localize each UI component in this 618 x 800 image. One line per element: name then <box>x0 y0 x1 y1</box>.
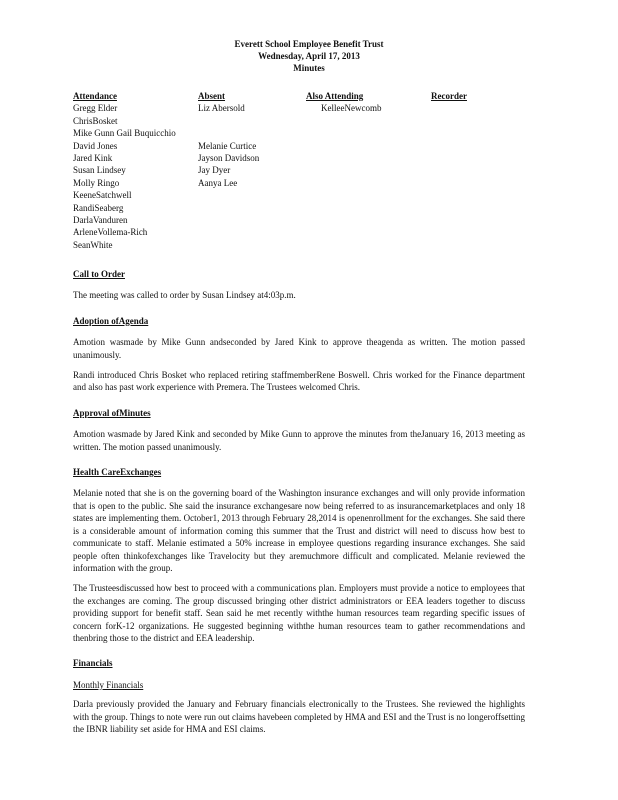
attendance-block <box>73 90 543 252</box>
section-heading: Call to Order <box>73 269 125 279</box>
attendance-column <box>73 90 198 251</box>
absent-name: Jayson Davidson <box>198 152 260 163</box>
section-approval-of-minutes <box>73 407 525 453</box>
absent-gap <box>198 115 306 140</box>
minutes-body <box>73 268 525 748</box>
section-adoption-of-agenda <box>73 315 525 394</box>
attendee-name: ChrisBosket <box>73 115 118 126</box>
document-title <box>0 38 618 75</box>
attendee-name: Gregg Elder <box>73 103 118 114</box>
recorder-heading: Recorder <box>431 91 467 101</box>
absent-name: Liz Abersold <box>198 103 245 114</box>
section-paragraph: The Trusteesdiscussed how best to proceed with a communications plan. Employers must provide a notice to employees that the exchanges are coming. The group discussed bringing other district administrators or EEA leaders together to discuss providing support for benefit staff. Sean said he met recently withthe human resources team regarding specific issues of concern forK-12 organizations. He suggested beginning withthe human resources team to gather recommendations and thenbring those to the district and EEA leadership. <box>73 583 525 643</box>
section-heading: Approval ofMinutes <box>73 407 151 418</box>
section-paragraph: The meeting was called to order by Susan Lindsey at4:03p.m. <box>73 290 296 301</box>
section-call-to-order <box>73 268 525 302</box>
section-paragraph: Amotion wasmade by Jared Kink and seconded by Mike Gunn to approve the minutes from theJanuary 16, 2013 meeting as written. The motion passed unanimously. <box>73 429 525 452</box>
attendee-name: Susan Lindsey <box>73 165 126 176</box>
section-heading: Adoption ofAgenda <box>73 315 149 326</box>
section-paragraph: Darla previously provided the January and February financials electronically to the Trustees. She reviewed the highlights with the group. Things to note were run out claims havebeen completed by HMA and ESI and the Trust is no longeroffsetting the IBNR liability set aside for HMA and ESI claims. <box>73 699 525 734</box>
absent-name: Jay Dyer <box>198 165 231 176</box>
attendee-name: Mike Gunn Gail Buquicchio <box>73 128 176 139</box>
recorder-column <box>431 90 541 102</box>
section-health-care-exchanges <box>73 466 525 644</box>
attendee-name: SeanWhite <box>73 239 113 250</box>
absent-column <box>198 90 306 189</box>
attendee-name: Jared Kink <box>73 152 113 163</box>
absent-name: Melanie Curtice <box>198 140 257 151</box>
absent-heading: Absent <box>198 91 226 101</box>
attendee-name: ArleneVollema-Rich <box>73 227 148 238</box>
attendee-name: KeeneSatchwell <box>73 190 132 201</box>
absent-name: Aanya Lee <box>198 177 238 188</box>
attendee-name: RandiSeaberg <box>73 202 124 213</box>
section-paragraph: Amotion wasmade by Mike Gunn andseconded by Jared Kink to approve theagenda as written. The motion passed unanimously. <box>73 337 525 360</box>
attendee-name: David Jones <box>73 140 118 151</box>
section-paragraph: Melanie noted that she is on the governing board of the Washington insurance exchanges and will only provide information that is open to the public. She said the insurance exchangesare now being referred to as insurancemarketplaces and only 18 states are implementing them. October1, 2013 through February 28,2014 is openenrollment for the exchanges. She said there is a considerable amount of information coming this summer that the Trust and district will need to discuss how best to communicate to staff. Melanie estimated a 50% increase in employee questions regarding insurance exchanges. She said people often thinkofexchanges like Travelocity but they aremuchmore difficult and complicated. Melanie reviewed the information with the group. <box>73 488 525 573</box>
attendee-name: Molly Ringo <box>73 177 120 188</box>
section-financials <box>73 657 525 735</box>
minutes-label: Minutes <box>293 63 325 74</box>
organization-name: Everett School Employee Benefit Trust <box>234 39 384 49</box>
attendee-name: DarlaVanduren <box>73 214 128 225</box>
attendance-heading: Attendance <box>73 91 117 101</box>
section-subheading: Monthly Financials <box>73 679 144 690</box>
also-attending-name: KelleeNewcomb <box>321 103 382 114</box>
also-attending-column <box>306 90 431 115</box>
meeting-date: Wednesday, April 17, 2013 <box>258 51 360 62</box>
also-attending-heading: Also Attending <box>306 91 364 101</box>
section-paragraph: Randi introduced Chris Bosket who replaced retiring staffmemberRene Boswell. Chris worked for the Finance department and also has past work experience with Premera. The Trustees welcomed Chris. <box>73 370 525 393</box>
section-heading: Health CareExchanges <box>73 467 162 478</box>
section-heading: Financials <box>73 658 113 669</box>
